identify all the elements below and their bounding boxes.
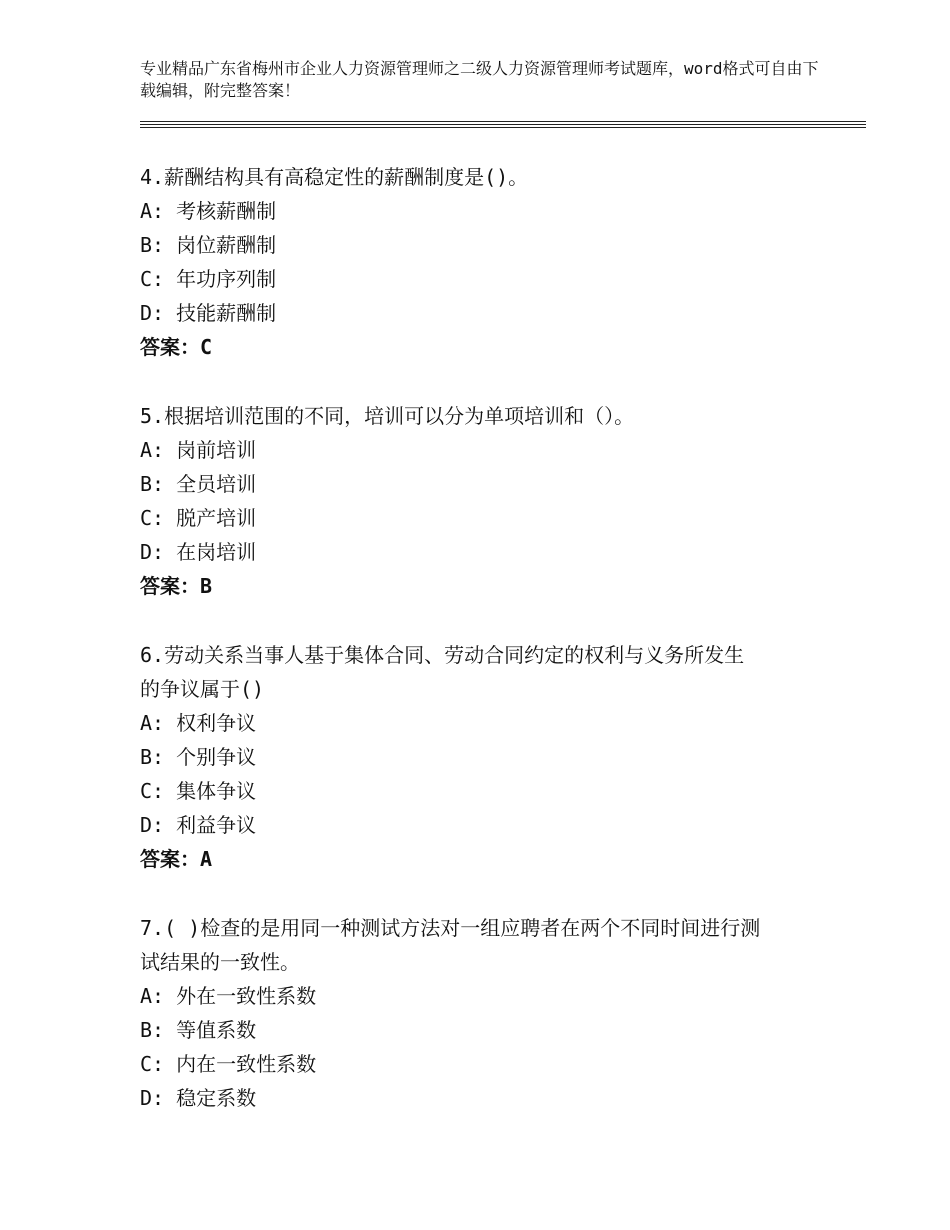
option-a: A: 权利争议 (140, 711, 257, 735)
answer: 答案：C (140, 335, 213, 359)
option-b: B: 个别争议 (140, 745, 257, 769)
header-divider (140, 127, 866, 128)
question-stem: 6.劳动关系当事人基于集体合同、劳动合同约定的权利与义务所发生 (140, 643, 745, 667)
option-d: D: 在岗培训 (140, 540, 257, 564)
question-stem-continued: 的争议属于() (140, 677, 265, 701)
question-stem-continued: 试结果的一致性。 (140, 950, 300, 974)
option-b: B: 等值系数 (140, 1018, 257, 1042)
option-a: A: 外在一致性系数 (140, 984, 317, 1008)
document-header: 专业精品广东省梅州市企业人力资源管理师之二级人力资源管理师考试题库，word格式可自由下载编辑，附完整答案！ (140, 59, 819, 100)
question-block (140, 399, 820, 603)
question-stem: 5.根据培训范围的不同，培训可以分为单项培训和（）。 (140, 404, 635, 428)
header-divider (140, 124, 866, 125)
option-b: B: 岗位薪酬制 (140, 233, 277, 257)
option-b: B: 全员培训 (140, 472, 257, 496)
question-block (140, 911, 820, 1115)
question-stem: 4.薪酬结构具有高稳定性的薪酬制度是()。 (140, 165, 529, 189)
option-d: D: 利益争议 (140, 813, 257, 837)
option-c: C: 内在一致性系数 (140, 1052, 317, 1076)
question-block (140, 160, 820, 364)
option-c: C: 年功序列制 (140, 267, 277, 291)
option-d: D: 技能薪酬制 (140, 301, 277, 325)
option-c: C: 集体争议 (140, 779, 257, 803)
header-divider (140, 121, 866, 122)
answer: 答案：A (140, 847, 213, 871)
option-a: A: 考核薪酬制 (140, 199, 277, 223)
option-d: D: 稳定系数 (140, 1086, 257, 1110)
question-block (140, 638, 820, 876)
question-stem: 7.( )检查的是用同一种测试方法对一组应聘者在两个不同时间进行测 (140, 916, 761, 940)
answer: 答案：B (140, 574, 213, 598)
option-c: C: 脱产培训 (140, 506, 257, 530)
option-a: A: 岗前培训 (140, 438, 257, 462)
